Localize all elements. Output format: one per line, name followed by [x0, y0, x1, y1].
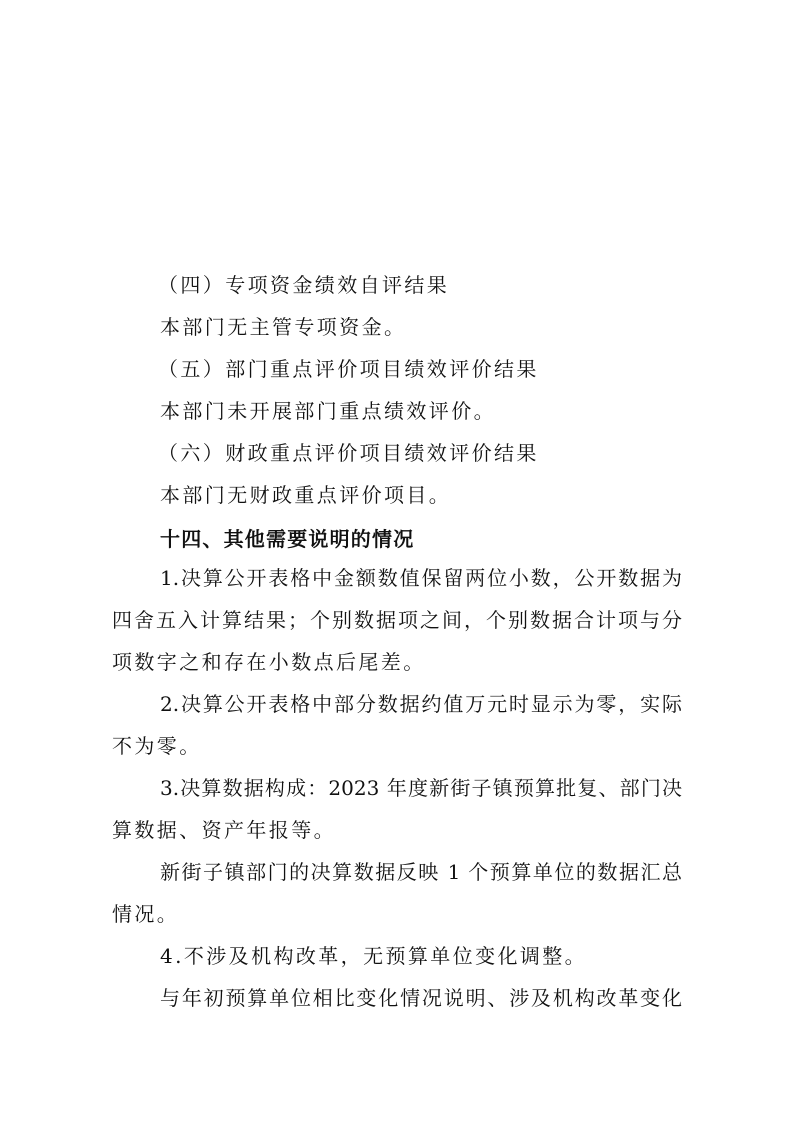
subsection-6-title: （六）财政重点评价项目绩效评价结果	[158, 441, 539, 465]
subsection-5-title: （五）部门重点评价项目绩效评价结果	[158, 357, 539, 381]
subsection-4-body: 本部门无主管专项资金。	[160, 315, 407, 339]
paragraph-3-line-2: 算数据、资产年报等。	[112, 818, 336, 842]
paragraph-1-line-3: 项数字之和存在小数点后尾差。	[112, 650, 426, 674]
subsection-5-body: 本部门未开展部门重点绩效评价。	[160, 399, 496, 423]
paragraph-4-line-1: 新街子镇部门的决算数据反映 1 个预算单位的数据汇总	[160, 860, 682, 884]
subsection-4-title: （四）专项资金绩效自评结果	[158, 273, 450, 297]
paragraph-4-line-2: 情况。	[112, 902, 180, 926]
section-14-heading: 十四、其他需要说明的情况	[160, 527, 415, 551]
paragraph-1-line-2: 四舍五入计算结果；个别数据项之间，个别数据合计项与分	[112, 608, 682, 632]
paragraph-2-line-1: 2.决算公开表格中部分数据约值万元时显示为零，实际	[160, 692, 682, 716]
paragraph-1-line-1: 1.决算公开表格中金额数值保留两位小数，公开数据为	[160, 566, 682, 590]
paragraph-2-line-2: 不为零。	[112, 734, 202, 758]
paragraph-3-line-1: 3.决算数据构成：2023 年度新街子镇预算批复、部门决	[160, 776, 682, 800]
paragraph-6-line-1: 与年初预算单位相比变化情况说明、涉及机构改革变化	[160, 986, 682, 1010]
paragraph-5-line-1: 4.不涉及机构改革，无预算单位变化调整。	[160, 944, 588, 968]
subsection-6-body: 本部门无财政重点评价项目。	[160, 483, 452, 507]
